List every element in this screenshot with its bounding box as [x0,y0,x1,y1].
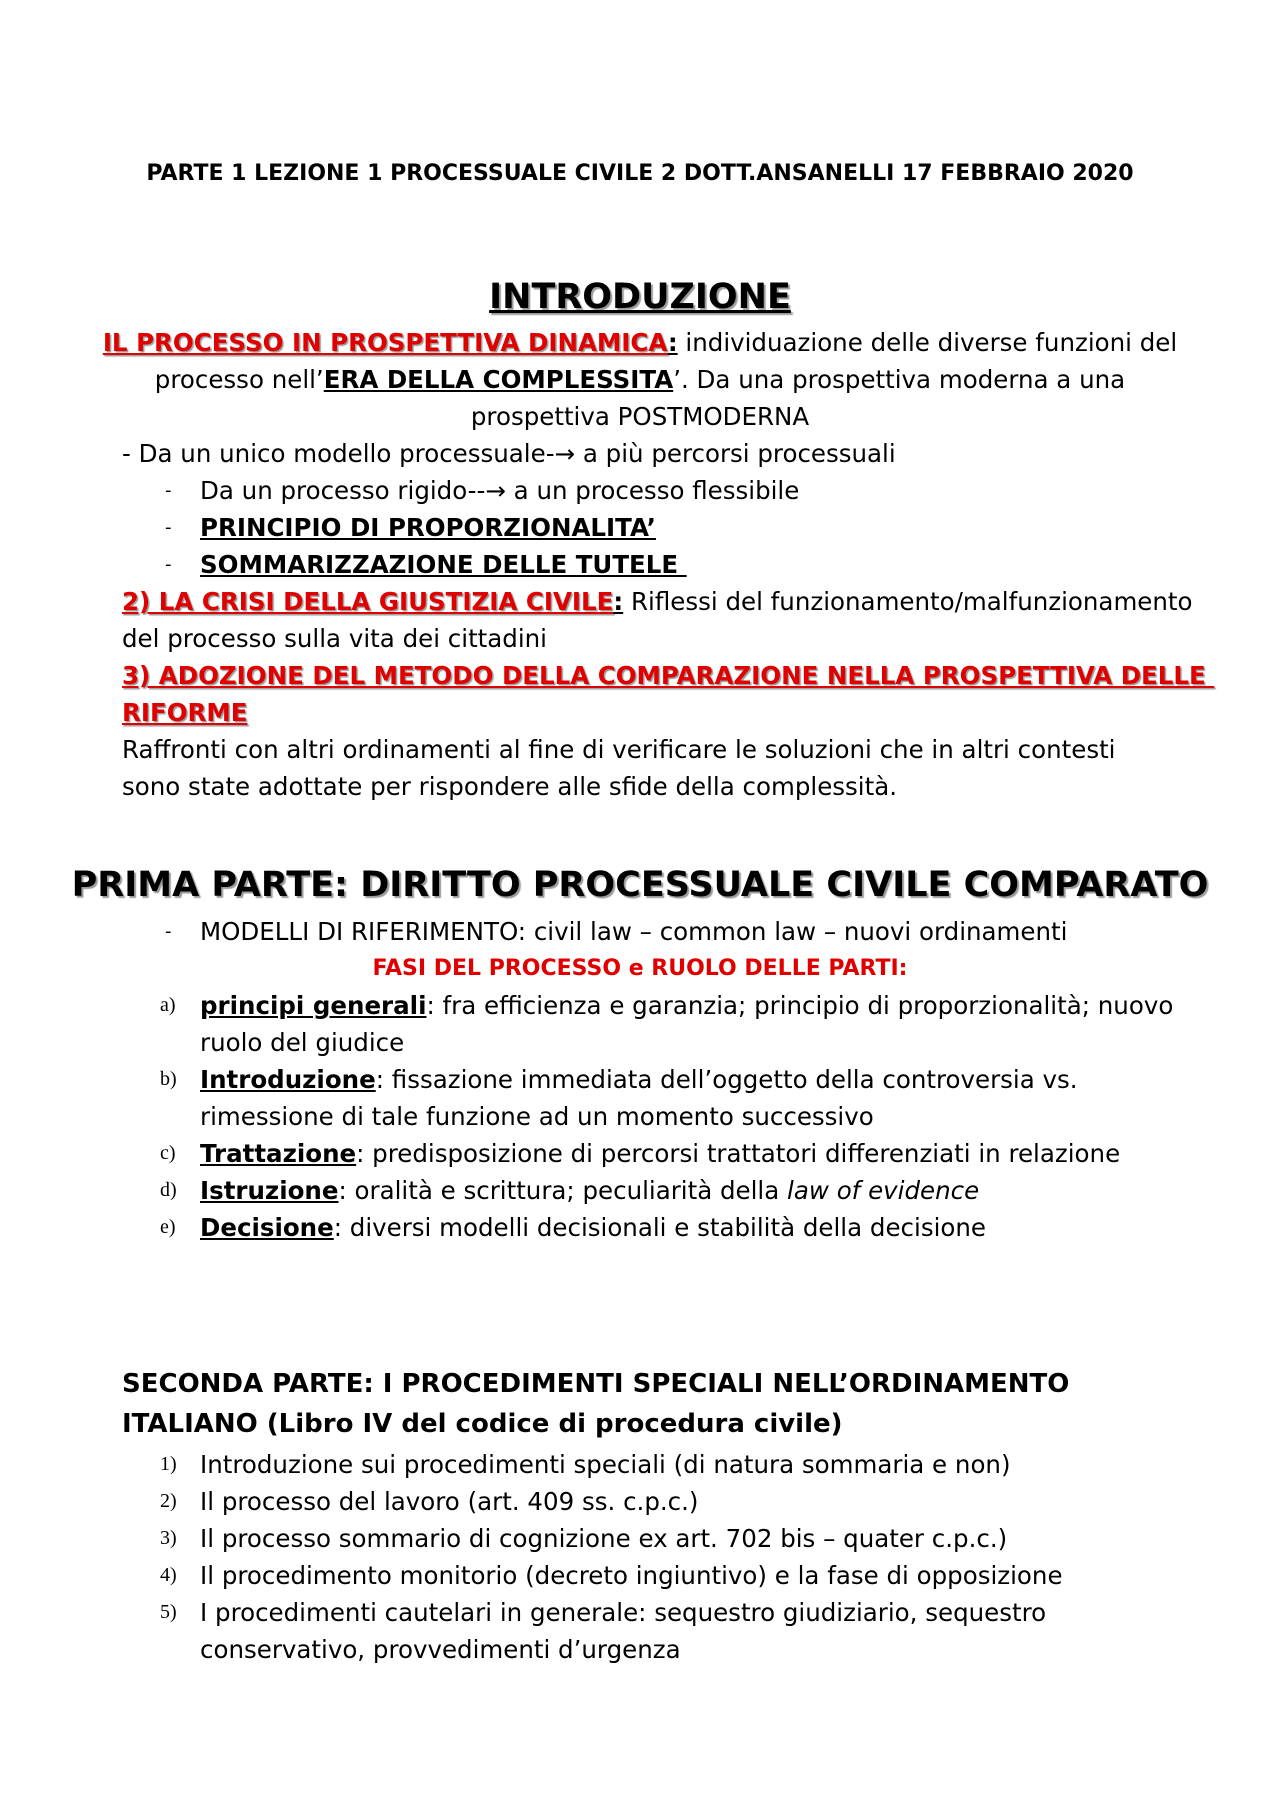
p3-line2: sono state adottate per rispondere alle sfide della complessità. [122,772,898,801]
bullet-dash: - [165,480,172,501]
p3-heading-line2: RIFORME [122,698,248,727]
p2-heading: 2) LA CRISI DELLA GIUSTIZIA CIVILE [122,587,614,616]
p2-rest: Riflessi del funzionamento/malfunzionamento [623,587,1193,616]
item-text: : predisposizione di percorsi trattatori differenziati in relazione [356,1139,1121,1168]
seconda-title-line2: ITALIANO (Libro IV del codice di procedura civile) [122,1409,843,1439]
list-item-c [200,1135,1120,1172]
intro-p1-line2 [0,361,1280,398]
intro-p1-line3: prospettiva POSTMODERNA [470,402,810,431]
seconda-item-1: Introduzione sui procedimenti speciali (di natura sommaria e non) [200,1450,1011,1479]
item-italic: law of evidence [787,1176,980,1205]
list-marker: b) [160,1068,177,1090]
list-marker: d) [160,1179,177,1201]
p1-line2-c: ’. Da una prospettiva moderna a una [673,365,1126,394]
item-text: : fissazione immediata dell’oggetto della controversia vs. [375,1065,1078,1094]
p3-line1: Raffronti con altri ordinamenti al fine di verificare le soluzioni che in altri contesti [122,735,1116,764]
list-item-a [200,987,1173,1024]
seconda-title-line1: SECONDA PARTE: I PROCEDIMENTI SPECIALI NELL’ORDINAMENTO [122,1369,1070,1399]
list-item-d [200,1172,979,1209]
list-marker: a) [160,994,176,1016]
list-marker: 2) [160,1490,177,1512]
modelli-item: MODELLI DI RIFERIMENTO: civil law – common law – nuovi ordinamenti [200,917,1068,946]
list-item-e [200,1209,986,1246]
list-marker: 4) [160,1564,177,1586]
list-item-b [200,1061,1078,1098]
p1-line2-a: processo nell’ [154,365,324,394]
list-marker: 1) [160,1453,177,1475]
term: Trattazione [200,1139,357,1168]
seconda-item-2: Il processo del lavoro (art. 409 ss. c.p.c.) [200,1487,699,1516]
item-text: : fra efficienza e garanzia; principio di proporzionalità; nuovo [426,991,1174,1020]
bullet-dash: - [165,517,172,538]
p2-colon: : [613,587,624,616]
list-item-b-cont: rimessione di tale funzione ad un momento successivo [200,1102,874,1131]
seconda-item-4: Il procedimento monitorio (decreto ingiuntivo) e la fase di opposizione [200,1561,1063,1590]
seconda-item-3: Il processo sommario di cognizione ex art. 702 bis – quater c.p.c.) [200,1524,1008,1553]
bullet-item: Da un processo rigido--→ a un processo flessibile [200,476,800,505]
intro-p2-line1 [122,583,1193,620]
list-marker: 3) [160,1527,177,1549]
bullet-dash: - [165,554,172,575]
item-text: : oralità e scrittura; peculiarità della [338,1176,788,1205]
p3-heading-line1: 3) ADOZIONE DEL METODO DELLA COMPARAZIONE NELLA PROSPETTIVA DELLE [122,661,1215,690]
list-marker: 5) [160,1601,177,1623]
term: Istruzione [200,1176,339,1205]
list-marker: c) [160,1142,176,1164]
seconda-item-5-cont: conservativo, provvedimenti d’urgenza [200,1635,681,1664]
bullet-item: SOMMARIZZAZIONE DELLE TUTELE [200,550,687,579]
intro-p2-line2: del processo sulla vita dei cittadini [122,624,547,653]
prima-title: PRIMA PARTE: DIRITTO PROCESSUALE CIVILE COMPARATO [71,865,1209,905]
list-marker: e) [160,1216,176,1238]
intro-title: INTRODUZIONE [489,277,791,317]
term: principi generali [200,991,427,1020]
bullet-dash: - [165,921,172,942]
term: Introduzione [200,1065,376,1094]
p1-rest: individuazione delle diverse funzioni del [677,328,1178,357]
intro-p1-line4: - Da un unico modello processuale-→ a più percorsi processuali [122,439,896,468]
item-text: : diversi modelli decisionali e stabilità della decisione [333,1213,986,1242]
seconda-item-5: I procedimenti cautelari in generale: sequestro giudiziario, sequestro [200,1598,1047,1627]
era-complessita: ERA DELLA COMPLESSITA [323,365,674,394]
document-header: PARTE 1 LEZIONE 1 PROCESSUALE CIVILE 2 DOTT.ANSANELLI 17 FEBBRAIO 2020 [146,161,1134,186]
p1-heading: IL PROCESSO IN PROSPETTIVA DINAMICA [102,328,668,357]
term: Decisione [200,1213,334,1242]
fasi-heading: FASI DEL PROCESSO e RUOLO DELLE PARTI: [372,956,908,981]
bullet-item: PRINCIPIO DI PROPORZIONALITA’ [200,513,656,542]
p1-colon: : [667,328,678,357]
list-item-a-cont: ruolo del giudice [200,1028,405,1057]
intro-p1-line1 [0,324,1280,361]
